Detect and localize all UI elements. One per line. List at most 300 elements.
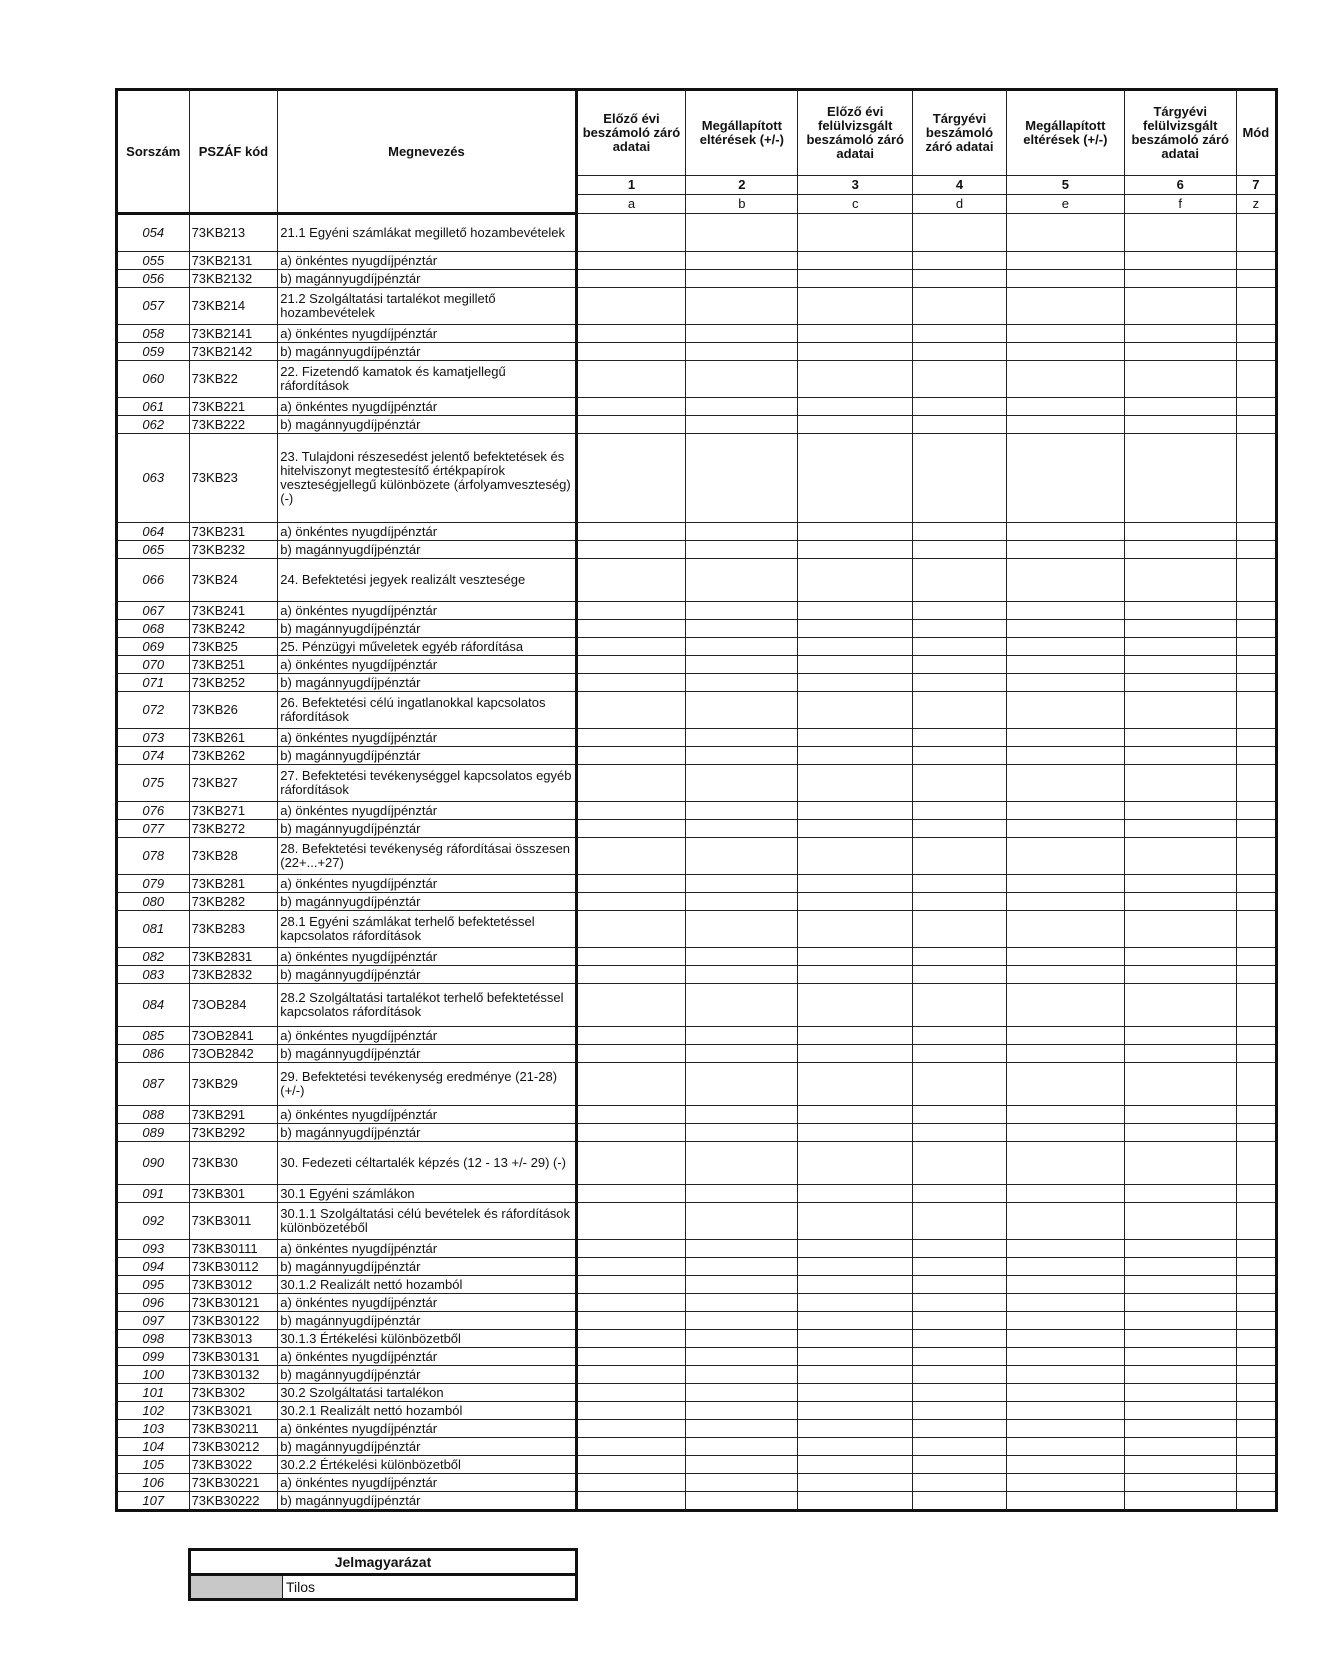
value-cell-2[interactable] <box>686 747 798 765</box>
value-cell-1[interactable] <box>576 1124 686 1142</box>
value-cell-5[interactable] <box>1006 1027 1124 1045</box>
value-cell-2[interactable] <box>686 1276 798 1294</box>
value-cell-4[interactable] <box>913 1402 1007 1420</box>
value-cell-7[interactable] <box>1236 214 1276 252</box>
value-cell-6[interactable] <box>1124 638 1236 656</box>
value-cell-1[interactable] <box>576 1456 686 1474</box>
value-cell-5[interactable] <box>1006 398 1124 416</box>
value-cell-7[interactable] <box>1236 911 1276 948</box>
value-cell-1[interactable] <box>576 1492 686 1511</box>
value-cell-3[interactable] <box>798 1142 913 1185</box>
value-cell-1[interactable] <box>576 434 686 523</box>
value-cell-6[interactable] <box>1124 1492 1236 1511</box>
value-cell-1[interactable] <box>576 765 686 802</box>
value-cell-5[interactable] <box>1006 948 1124 966</box>
value-cell-5[interactable] <box>1006 288 1124 325</box>
value-cell-2[interactable] <box>686 1402 798 1420</box>
value-cell-1[interactable] <box>576 1402 686 1420</box>
value-cell-1[interactable] <box>576 966 686 984</box>
value-cell-4[interactable] <box>913 1384 1007 1402</box>
value-cell-5[interactable] <box>1006 893 1124 911</box>
value-cell-6[interactable] <box>1124 1384 1236 1402</box>
value-cell-6[interactable] <box>1124 911 1236 948</box>
value-cell-1[interactable] <box>576 1063 686 1106</box>
value-cell-5[interactable] <box>1006 1045 1124 1063</box>
value-cell-6[interactable] <box>1124 1294 1236 1312</box>
value-cell-3[interactable] <box>798 523 913 541</box>
value-cell-3[interactable] <box>798 252 913 270</box>
value-cell-2[interactable] <box>686 361 798 398</box>
value-cell-4[interactable] <box>913 602 1007 620</box>
value-cell-4[interactable] <box>913 966 1007 984</box>
value-cell-3[interactable] <box>798 1312 913 1330</box>
value-cell-4[interactable] <box>913 343 1007 361</box>
value-cell-1[interactable] <box>576 1106 686 1124</box>
value-cell-5[interactable] <box>1006 1456 1124 1474</box>
value-cell-4[interactable] <box>913 1142 1007 1185</box>
value-cell-2[interactable] <box>686 602 798 620</box>
value-cell-2[interactable] <box>686 398 798 416</box>
value-cell-6[interactable] <box>1124 620 1236 638</box>
value-cell-3[interactable] <box>798 729 913 747</box>
value-cell-5[interactable] <box>1006 1240 1124 1258</box>
value-cell-2[interactable] <box>686 1330 798 1348</box>
value-cell-2[interactable] <box>686 559 798 602</box>
value-cell-7[interactable] <box>1236 1456 1276 1474</box>
value-cell-1[interactable] <box>576 638 686 656</box>
value-cell-3[interactable] <box>798 674 913 692</box>
value-cell-6[interactable] <box>1124 1402 1236 1420</box>
value-cell-6[interactable] <box>1124 893 1236 911</box>
value-cell-4[interactable] <box>913 1456 1007 1474</box>
value-cell-6[interactable] <box>1124 674 1236 692</box>
value-cell-3[interactable] <box>798 1063 913 1106</box>
value-cell-6[interactable] <box>1124 541 1236 559</box>
value-cell-4[interactable] <box>913 911 1007 948</box>
value-cell-3[interactable] <box>798 270 913 288</box>
value-cell-3[interactable] <box>798 1027 913 1045</box>
value-cell-4[interactable] <box>913 214 1007 252</box>
value-cell-5[interactable] <box>1006 214 1124 252</box>
value-cell-3[interactable] <box>798 1203 913 1240</box>
value-cell-1[interactable] <box>576 1420 686 1438</box>
value-cell-5[interactable] <box>1006 1276 1124 1294</box>
value-cell-6[interactable] <box>1124 361 1236 398</box>
value-cell-2[interactable] <box>686 214 798 252</box>
value-cell-1[interactable] <box>576 893 686 911</box>
value-cell-5[interactable] <box>1006 1142 1124 1185</box>
value-cell-6[interactable] <box>1124 602 1236 620</box>
value-cell-7[interactable] <box>1236 948 1276 966</box>
value-cell-1[interactable] <box>576 948 686 966</box>
value-cell-1[interactable] <box>576 1312 686 1330</box>
value-cell-4[interactable] <box>913 729 1007 747</box>
value-cell-4[interactable] <box>913 1294 1007 1312</box>
value-cell-4[interactable] <box>913 948 1007 966</box>
value-cell-1[interactable] <box>576 692 686 729</box>
value-cell-6[interactable] <box>1124 966 1236 984</box>
value-cell-3[interactable] <box>798 875 913 893</box>
value-cell-2[interactable] <box>686 1106 798 1124</box>
value-cell-7[interactable] <box>1236 1240 1276 1258</box>
value-cell-1[interactable] <box>576 602 686 620</box>
value-cell-2[interactable] <box>686 765 798 802</box>
value-cell-2[interactable] <box>686 1312 798 1330</box>
value-cell-7[interactable] <box>1236 1106 1276 1124</box>
value-cell-5[interactable] <box>1006 416 1124 434</box>
value-cell-2[interactable] <box>686 1420 798 1438</box>
value-cell-7[interactable] <box>1236 523 1276 541</box>
value-cell-6[interactable] <box>1124 820 1236 838</box>
value-cell-3[interactable] <box>798 966 913 984</box>
value-cell-6[interactable] <box>1124 343 1236 361</box>
value-cell-5[interactable] <box>1006 1106 1124 1124</box>
value-cell-5[interactable] <box>1006 1438 1124 1456</box>
value-cell-2[interactable] <box>686 620 798 638</box>
value-cell-6[interactable] <box>1124 948 1236 966</box>
value-cell-5[interactable] <box>1006 638 1124 656</box>
value-cell-6[interactable] <box>1124 1312 1236 1330</box>
value-cell-5[interactable] <box>1006 747 1124 765</box>
value-cell-3[interactable] <box>798 602 913 620</box>
value-cell-1[interactable] <box>576 361 686 398</box>
value-cell-4[interactable] <box>913 802 1007 820</box>
value-cell-6[interactable] <box>1124 398 1236 416</box>
value-cell-7[interactable] <box>1236 270 1276 288</box>
value-cell-4[interactable] <box>913 416 1007 434</box>
value-cell-3[interactable] <box>798 1492 913 1511</box>
value-cell-5[interactable] <box>1006 1366 1124 1384</box>
value-cell-3[interactable] <box>798 1438 913 1456</box>
value-cell-3[interactable] <box>798 1384 913 1402</box>
value-cell-6[interactable] <box>1124 1203 1236 1240</box>
value-cell-4[interactable] <box>913 1492 1007 1511</box>
value-cell-6[interactable] <box>1124 1240 1236 1258</box>
value-cell-4[interactable] <box>913 747 1007 765</box>
value-cell-3[interactable] <box>798 984 913 1027</box>
value-cell-7[interactable] <box>1236 656 1276 674</box>
value-cell-2[interactable] <box>686 1063 798 1106</box>
value-cell-4[interactable] <box>913 656 1007 674</box>
value-cell-4[interactable] <box>913 838 1007 875</box>
value-cell-6[interactable] <box>1124 1063 1236 1106</box>
value-cell-5[interactable] <box>1006 1474 1124 1492</box>
value-cell-3[interactable] <box>798 692 913 729</box>
value-cell-1[interactable] <box>576 620 686 638</box>
value-cell-5[interactable] <box>1006 1063 1124 1106</box>
value-cell-3[interactable] <box>798 214 913 252</box>
value-cell-1[interactable] <box>576 343 686 361</box>
value-cell-5[interactable] <box>1006 911 1124 948</box>
value-cell-3[interactable] <box>798 656 913 674</box>
value-cell-7[interactable] <box>1236 1348 1276 1366</box>
value-cell-4[interactable] <box>913 1420 1007 1438</box>
value-cell-7[interactable] <box>1236 434 1276 523</box>
value-cell-6[interactable] <box>1124 325 1236 343</box>
value-cell-3[interactable] <box>798 416 913 434</box>
value-cell-7[interactable] <box>1236 1124 1276 1142</box>
value-cell-4[interactable] <box>913 1348 1007 1366</box>
value-cell-2[interactable] <box>686 1124 798 1142</box>
value-cell-4[interactable] <box>913 1203 1007 1240</box>
value-cell-6[interactable] <box>1124 214 1236 252</box>
value-cell-5[interactable] <box>1006 674 1124 692</box>
value-cell-2[interactable] <box>686 838 798 875</box>
value-cell-1[interactable] <box>576 1384 686 1402</box>
value-cell-7[interactable] <box>1236 343 1276 361</box>
value-cell-4[interactable] <box>913 434 1007 523</box>
value-cell-4[interactable] <box>913 692 1007 729</box>
value-cell-5[interactable] <box>1006 966 1124 984</box>
value-cell-4[interactable] <box>913 893 1007 911</box>
value-cell-6[interactable] <box>1124 1258 1236 1276</box>
value-cell-1[interactable] <box>576 288 686 325</box>
value-cell-1[interactable] <box>576 398 686 416</box>
value-cell-6[interactable] <box>1124 1106 1236 1124</box>
value-cell-6[interactable] <box>1124 1045 1236 1063</box>
value-cell-7[interactable] <box>1236 729 1276 747</box>
value-cell-1[interactable] <box>576 1045 686 1063</box>
value-cell-6[interactable] <box>1124 1185 1236 1203</box>
value-cell-3[interactable] <box>798 361 913 398</box>
value-cell-3[interactable] <box>798 838 913 875</box>
value-cell-4[interactable] <box>913 1276 1007 1294</box>
value-cell-3[interactable] <box>798 820 913 838</box>
value-cell-4[interactable] <box>913 1063 1007 1106</box>
value-cell-7[interactable] <box>1236 1185 1276 1203</box>
value-cell-4[interactable] <box>913 523 1007 541</box>
value-cell-7[interactable] <box>1236 674 1276 692</box>
value-cell-1[interactable] <box>576 747 686 765</box>
value-cell-2[interactable] <box>686 729 798 747</box>
value-cell-4[interactable] <box>913 1185 1007 1203</box>
value-cell-4[interactable] <box>913 1438 1007 1456</box>
value-cell-2[interactable] <box>686 674 798 692</box>
value-cell-3[interactable] <box>798 638 913 656</box>
value-cell-7[interactable] <box>1236 802 1276 820</box>
value-cell-7[interactable] <box>1236 325 1276 343</box>
value-cell-2[interactable] <box>686 416 798 434</box>
value-cell-6[interactable] <box>1124 692 1236 729</box>
value-cell-5[interactable] <box>1006 541 1124 559</box>
value-cell-6[interactable] <box>1124 1124 1236 1142</box>
value-cell-4[interactable] <box>913 288 1007 325</box>
value-cell-7[interactable] <box>1236 602 1276 620</box>
value-cell-7[interactable] <box>1236 1330 1276 1348</box>
value-cell-4[interactable] <box>913 638 1007 656</box>
value-cell-4[interactable] <box>913 1240 1007 1258</box>
value-cell-2[interactable] <box>686 1027 798 1045</box>
value-cell-2[interactable] <box>686 252 798 270</box>
value-cell-1[interactable] <box>576 523 686 541</box>
value-cell-1[interactable] <box>576 1294 686 1312</box>
value-cell-5[interactable] <box>1006 729 1124 747</box>
value-cell-5[interactable] <box>1006 692 1124 729</box>
value-cell-5[interactable] <box>1006 252 1124 270</box>
value-cell-7[interactable] <box>1236 692 1276 729</box>
value-cell-7[interactable] <box>1236 1203 1276 1240</box>
value-cell-3[interactable] <box>798 1294 913 1312</box>
value-cell-5[interactable] <box>1006 602 1124 620</box>
value-cell-1[interactable] <box>576 729 686 747</box>
value-cell-4[interactable] <box>913 1474 1007 1492</box>
value-cell-2[interactable] <box>686 802 798 820</box>
value-cell-2[interactable] <box>686 1492 798 1511</box>
value-cell-6[interactable] <box>1124 270 1236 288</box>
value-cell-3[interactable] <box>798 1330 913 1348</box>
value-cell-1[interactable] <box>576 838 686 875</box>
value-cell-4[interactable] <box>913 1027 1007 1045</box>
value-cell-4[interactable] <box>913 820 1007 838</box>
value-cell-4[interactable] <box>913 674 1007 692</box>
value-cell-6[interactable] <box>1124 1142 1236 1185</box>
value-cell-7[interactable] <box>1236 541 1276 559</box>
value-cell-1[interactable] <box>576 674 686 692</box>
value-cell-6[interactable] <box>1124 729 1236 747</box>
value-cell-5[interactable] <box>1006 361 1124 398</box>
value-cell-1[interactable] <box>576 984 686 1027</box>
value-cell-4[interactable] <box>913 620 1007 638</box>
value-cell-2[interactable] <box>686 523 798 541</box>
value-cell-2[interactable] <box>686 1240 798 1258</box>
value-cell-7[interactable] <box>1236 1366 1276 1384</box>
value-cell-2[interactable] <box>686 1366 798 1384</box>
value-cell-3[interactable] <box>798 911 913 948</box>
value-cell-3[interactable] <box>798 893 913 911</box>
value-cell-5[interactable] <box>1006 1384 1124 1402</box>
value-cell-2[interactable] <box>686 875 798 893</box>
value-cell-2[interactable] <box>686 1474 798 1492</box>
value-cell-1[interactable] <box>576 559 686 602</box>
value-cell-5[interactable] <box>1006 1348 1124 1366</box>
value-cell-2[interactable] <box>686 984 798 1027</box>
value-cell-6[interactable] <box>1124 416 1236 434</box>
value-cell-7[interactable] <box>1236 838 1276 875</box>
value-cell-7[interactable] <box>1236 893 1276 911</box>
value-cell-2[interactable] <box>686 1045 798 1063</box>
value-cell-4[interactable] <box>913 1045 1007 1063</box>
value-cell-7[interactable] <box>1236 361 1276 398</box>
value-cell-3[interactable] <box>798 1402 913 1420</box>
value-cell-4[interactable] <box>913 398 1007 416</box>
value-cell-1[interactable] <box>576 1330 686 1348</box>
value-cell-3[interactable] <box>798 620 913 638</box>
value-cell-6[interactable] <box>1124 523 1236 541</box>
value-cell-5[interactable] <box>1006 1492 1124 1511</box>
value-cell-1[interactable] <box>576 1027 686 1045</box>
value-cell-5[interactable] <box>1006 559 1124 602</box>
value-cell-6[interactable] <box>1124 288 1236 325</box>
value-cell-7[interactable] <box>1236 1027 1276 1045</box>
value-cell-7[interactable] <box>1236 288 1276 325</box>
value-cell-4[interactable] <box>913 1258 1007 1276</box>
value-cell-3[interactable] <box>798 1366 913 1384</box>
value-cell-3[interactable] <box>798 343 913 361</box>
value-cell-6[interactable] <box>1124 1330 1236 1348</box>
value-cell-2[interactable] <box>686 656 798 674</box>
value-cell-5[interactable] <box>1006 1203 1124 1240</box>
value-cell-7[interactable] <box>1236 765 1276 802</box>
value-cell-7[interactable] <box>1236 559 1276 602</box>
value-cell-1[interactable] <box>576 1348 686 1366</box>
value-cell-3[interactable] <box>798 559 913 602</box>
value-cell-7[interactable] <box>1236 1045 1276 1063</box>
value-cell-1[interactable] <box>576 1203 686 1240</box>
value-cell-4[interactable] <box>913 1312 1007 1330</box>
value-cell-6[interactable] <box>1124 802 1236 820</box>
value-cell-5[interactable] <box>1006 1420 1124 1438</box>
value-cell-1[interactable] <box>576 1474 686 1492</box>
value-cell-5[interactable] <box>1006 523 1124 541</box>
value-cell-3[interactable] <box>798 541 913 559</box>
value-cell-2[interactable] <box>686 1348 798 1366</box>
value-cell-2[interactable] <box>686 325 798 343</box>
value-cell-1[interactable] <box>576 1276 686 1294</box>
value-cell-5[interactable] <box>1006 1185 1124 1203</box>
value-cell-7[interactable] <box>1236 1063 1276 1106</box>
value-cell-4[interactable] <box>913 270 1007 288</box>
value-cell-6[interactable] <box>1124 1348 1236 1366</box>
value-cell-7[interactable] <box>1236 984 1276 1027</box>
value-cell-2[interactable] <box>686 1258 798 1276</box>
value-cell-3[interactable] <box>798 747 913 765</box>
value-cell-7[interactable] <box>1236 1420 1276 1438</box>
value-cell-6[interactable] <box>1124 765 1236 802</box>
value-cell-2[interactable] <box>686 1384 798 1402</box>
value-cell-4[interactable] <box>913 875 1007 893</box>
value-cell-2[interactable] <box>686 911 798 948</box>
value-cell-7[interactable] <box>1236 875 1276 893</box>
value-cell-7[interactable] <box>1236 398 1276 416</box>
value-cell-1[interactable] <box>576 656 686 674</box>
value-cell-7[interactable] <box>1236 1294 1276 1312</box>
value-cell-3[interactable] <box>798 1348 913 1366</box>
value-cell-5[interactable] <box>1006 765 1124 802</box>
value-cell-4[interactable] <box>913 252 1007 270</box>
value-cell-2[interactable] <box>686 1203 798 1240</box>
value-cell-4[interactable] <box>913 984 1007 1027</box>
value-cell-2[interactable] <box>686 1294 798 1312</box>
value-cell-6[interactable] <box>1124 1474 1236 1492</box>
value-cell-1[interactable] <box>576 1438 686 1456</box>
value-cell-6[interactable] <box>1124 559 1236 602</box>
value-cell-3[interactable] <box>798 1185 913 1203</box>
value-cell-7[interactable] <box>1236 1474 1276 1492</box>
value-cell-6[interactable] <box>1124 747 1236 765</box>
value-cell-1[interactable] <box>576 875 686 893</box>
value-cell-2[interactable] <box>686 893 798 911</box>
value-cell-3[interactable] <box>798 1420 913 1438</box>
value-cell-2[interactable] <box>686 820 798 838</box>
value-cell-5[interactable] <box>1006 875 1124 893</box>
value-cell-3[interactable] <box>798 765 913 802</box>
value-cell-1[interactable] <box>576 1185 686 1203</box>
value-cell-6[interactable] <box>1124 656 1236 674</box>
value-cell-7[interactable] <box>1236 1438 1276 1456</box>
value-cell-5[interactable] <box>1006 434 1124 523</box>
value-cell-3[interactable] <box>798 434 913 523</box>
value-cell-2[interactable] <box>686 638 798 656</box>
value-cell-6[interactable] <box>1124 1456 1236 1474</box>
value-cell-7[interactable] <box>1236 1276 1276 1294</box>
value-cell-7[interactable] <box>1236 1142 1276 1185</box>
value-cell-5[interactable] <box>1006 984 1124 1027</box>
value-cell-4[interactable] <box>913 361 1007 398</box>
value-cell-4[interactable] <box>913 1366 1007 1384</box>
value-cell-5[interactable] <box>1006 1258 1124 1276</box>
value-cell-4[interactable] <box>913 325 1007 343</box>
value-cell-7[interactable] <box>1236 620 1276 638</box>
